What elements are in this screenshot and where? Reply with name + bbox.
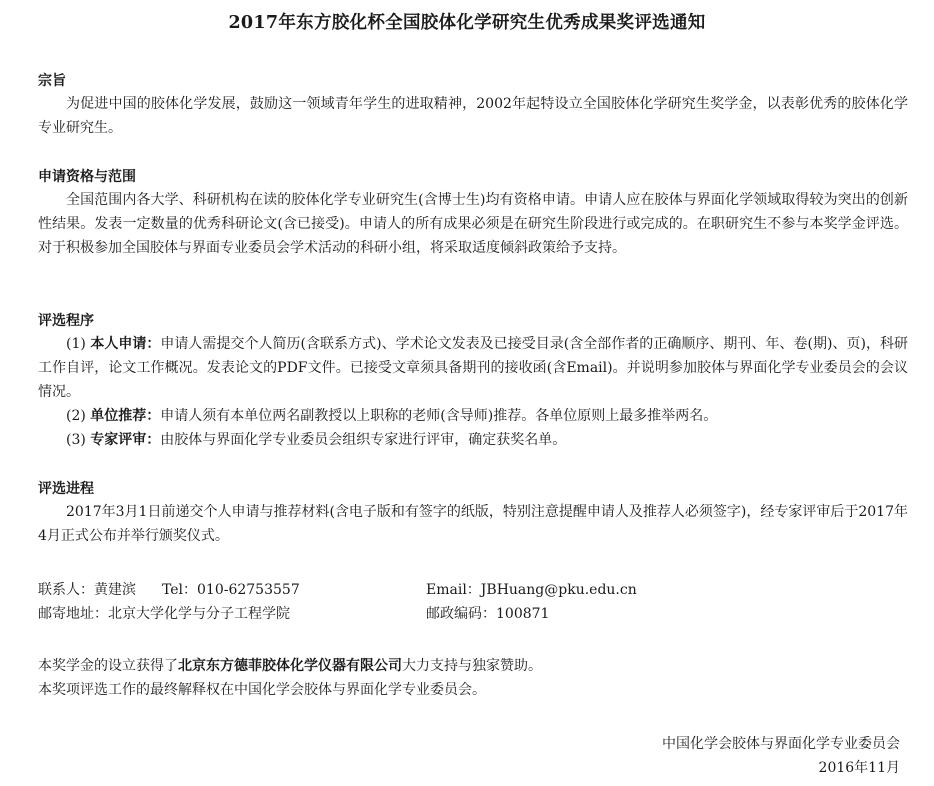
eligibility-text: 全国范围内各大学、科研机构在读的胶体化学专业研究生(含博士生)均有资格申请。申请人应在胶体与界面化学领域取得较为突出的创新性结果。发表一定数量的优秀科研论文(含已接受)。申请人的所有成果必须是在研究生阶段进行或完成的。在职研究生不参与本奖学金评选。对于积极参加全国胶体与界面专业委员会学术活动的科研小组，将采取适度倾斜政策给予支持。 bbox=[38, 192, 908, 256]
procedure-item-3 bbox=[38, 428, 908, 452]
eligibility-heading: 申请资格与范围 bbox=[38, 169, 136, 185]
signature-date: 2016年11月 bbox=[818, 760, 900, 776]
procedure-item-2-text: 申请人须有本单位两名副教授以上职称的老师(含导师)推荐。各单位原则上最多推举两名。 bbox=[160, 408, 718, 424]
purpose-heading: 宗旨 bbox=[38, 73, 66, 89]
procedure-item-3-label: 专家评审： bbox=[90, 432, 161, 448]
procedure-heading: 评选程序 bbox=[38, 313, 94, 329]
sponsor-line bbox=[38, 654, 908, 678]
contact-address: 邮寄地址：北京大学化学与分子工程学院 bbox=[38, 606, 290, 622]
procedure-item-3-num: (3) bbox=[66, 432, 86, 448]
contact-postcode: 邮政编码：100871 bbox=[426, 606, 550, 622]
signature-org: 中国化学会胶体与界面化学专业委员会 bbox=[662, 736, 900, 752]
schedule-text: 2017年3月1日前递交个人申请与推荐材料(含电子版和有签字的纸版，特别注意提醒申请人及推荐人必须签字)，经专家评审后于2017年4月正式公布并举行颁奖仪式。 bbox=[38, 504, 908, 544]
contact-email: Email：JBHuang@pku.edu.cn bbox=[426, 582, 637, 598]
purpose-section bbox=[38, 70, 908, 140]
signature-block bbox=[662, 732, 900, 780]
interpretation-note: 本奖项评选工作的最终解释权在中国化学会胶体与界面化学专业委员会。 bbox=[38, 682, 486, 698]
contact-block bbox=[38, 578, 908, 626]
sponsor-block bbox=[38, 654, 908, 702]
sponsor-company: 北京东方德菲胶体化学仪器有限公司 bbox=[178, 658, 402, 674]
schedule-heading: 评选进程 bbox=[38, 481, 94, 497]
sponsor-suffix: 大力支持与独家赞助。 bbox=[402, 658, 542, 674]
procedure-item-1-num: (1) bbox=[66, 336, 86, 352]
contact-person: 联系人：黄建滨 bbox=[38, 582, 136, 598]
procedure-item-2 bbox=[38, 404, 908, 428]
eligibility-section bbox=[38, 166, 908, 260]
procedure-item-1-text: 申请人需提交个人简历(含联系方式)、学术论文发表及已接受目录(含全部作者的正确顺序、期刊、年、卷(期)、页)，科研工作自评，论文工作概况。发表论文的PDF文件。已接受文章须具备期刊的接收函(含Email)。并说明参加胶体与界面化学专业委员会的会议情况。 bbox=[38, 336, 908, 400]
procedure-item-1 bbox=[38, 332, 908, 404]
procedure-item-2-num: (2) bbox=[66, 408, 86, 424]
purpose-text: 为促进中国的胶体化学发展，鼓励这一领域青年学生的进取精神，2002年起特设立全国胶体化学研究生奖学金，以表彰优秀的胶体化学专业研究生。 bbox=[38, 96, 908, 136]
procedure-item-1-label: 本人申请： bbox=[90, 336, 161, 352]
procedure-item-2-label: 单位推荐： bbox=[90, 408, 161, 424]
contact-row-1 bbox=[38, 578, 908, 602]
procedure-item-3-text: 由胶体与界面化学专业委员会组织专家进行评审，确定获奖名单。 bbox=[160, 432, 567, 448]
contact-tel: Tel：010-62753557 bbox=[162, 582, 300, 598]
procedure-section bbox=[38, 310, 908, 452]
page-title: 2017年东方胶化杯全国胶体化学研究生优秀成果奖评选通知 bbox=[228, 13, 706, 33]
sponsor-prefix: 本奖学金的设立获得了 bbox=[38, 658, 178, 674]
contact-row-2 bbox=[38, 602, 908, 626]
schedule-section bbox=[38, 478, 908, 548]
